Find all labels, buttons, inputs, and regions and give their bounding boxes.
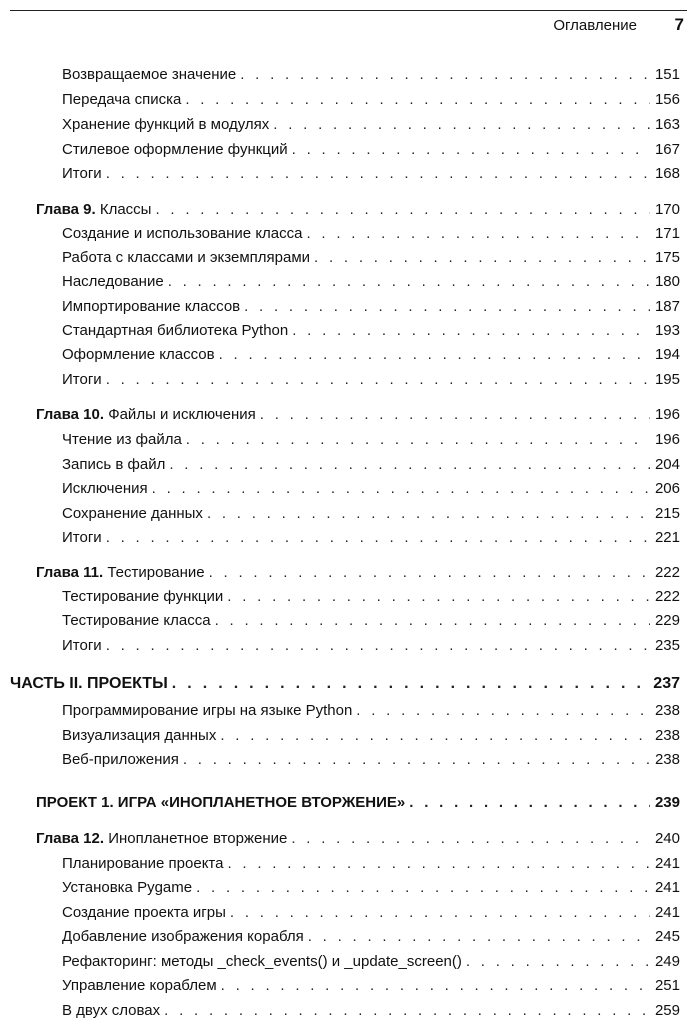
dot-leader <box>207 505 650 522</box>
toc-entry[interactable] <box>62 637 680 659</box>
dot-leader <box>186 431 650 448</box>
toc-entry-title: Тестирование класса <box>62 612 211 629</box>
dot-leader <box>106 371 650 388</box>
toc-entry-page: 206 <box>654 480 680 497</box>
toc-entry[interactable] <box>62 612 680 634</box>
toc-entry[interactable] <box>62 529 680 551</box>
dot-leader <box>306 225 650 242</box>
dot-leader <box>172 675 650 693</box>
dot-leader <box>185 91 650 108</box>
toc-entry-title: Стилевое оформление функций <box>62 141 288 158</box>
toc-entry-page: 194 <box>654 346 680 363</box>
toc-entry-page: 229 <box>654 612 680 629</box>
toc-entry[interactable] <box>62 298 680 320</box>
chapter-label: Глава 11. <box>36 564 104 581</box>
toc-entry-page: 170 <box>654 201 680 218</box>
running-header: Оглавление <box>553 17 637 34</box>
toc-entry[interactable] <box>62 1002 680 1024</box>
toc-entry-title: Стандартная библиотека Python <box>62 322 289 339</box>
toc-entry-title: Чтение из файла <box>62 431 182 448</box>
toc-entry-page: 239 <box>654 794 680 811</box>
toc-entry-page: 237 <box>653 675 680 692</box>
header-rule <box>10 10 687 11</box>
chapter-title: Тестирование <box>107 564 205 581</box>
dot-leader <box>244 298 650 315</box>
dot-leader <box>291 830 650 847</box>
toc-entry[interactable] <box>62 66 680 88</box>
toc-entry-title: Создание и использование класса <box>62 225 303 242</box>
toc-entry-page: 241 <box>654 879 680 896</box>
toc-entry-title: Рефакторинг: методы _check_events() и _update_screen() <box>62 953 462 970</box>
toc-entry-title: Оформление классов <box>62 346 215 363</box>
toc-project-1[interactable] <box>36 794 680 816</box>
dot-leader <box>220 727 650 744</box>
toc-entry-title: Добавление изображения корабля <box>62 928 304 945</box>
toc-entry-page: 221 <box>654 529 680 546</box>
toc-entry[interactable] <box>62 273 680 295</box>
toc-entry-title: Визуализация данных <box>62 727 217 744</box>
toc-entry-page: 195 <box>654 371 680 388</box>
dot-leader <box>308 928 650 945</box>
toc-entry-page: 156 <box>654 91 680 108</box>
toc-chapter-12[interactable] <box>36 830 680 852</box>
dot-leader <box>209 564 650 581</box>
toc-entry-page: 187 <box>654 298 680 315</box>
toc-entry-title: Планирование проекта <box>62 855 224 872</box>
dot-leader <box>196 879 650 896</box>
toc-entry[interactable] <box>62 505 680 527</box>
dot-leader <box>164 1002 650 1019</box>
toc-part-2[interactable] <box>10 675 680 697</box>
toc-entry-page: 238 <box>654 751 680 768</box>
toc-entry[interactable] <box>62 953 680 975</box>
toc-entry-title: Итоги <box>62 371 102 388</box>
toc-entry[interactable] <box>62 977 680 999</box>
dot-leader <box>466 953 650 970</box>
toc-entry[interactable] <box>62 322 680 344</box>
toc-entry[interactable] <box>62 91 680 113</box>
dot-leader <box>106 637 650 654</box>
dot-leader <box>106 165 650 182</box>
toc-entry-title: Запись в файл <box>62 456 166 473</box>
toc-entry-page: 240 <box>654 830 680 847</box>
toc-entry-page: 151 <box>654 66 680 83</box>
toc-entry[interactable] <box>62 751 680 773</box>
toc-entry-page: 196 <box>654 431 680 448</box>
dot-leader <box>155 201 650 218</box>
chapter-label: Глава 10. <box>36 406 105 423</box>
toc-entry-page: 175 <box>654 249 680 266</box>
toc-entry-title: Программирование игры на языке Python <box>62 702 353 719</box>
toc-entry[interactable] <box>62 727 680 749</box>
toc-entry-title: Импортирование классов <box>62 298 241 315</box>
toc-entry-page: 196 <box>654 406 680 423</box>
dot-leader <box>183 751 650 768</box>
dot-leader <box>221 977 650 994</box>
toc-entry[interactable] <box>62 928 680 950</box>
toc-entry[interactable] <box>62 702 680 724</box>
part-title: ЧАСТЬ II. ПРОЕКТЫ <box>10 675 168 692</box>
toc-chapter-9[interactable] <box>36 201 680 223</box>
toc-entry-title: Веб-приложения <box>62 751 179 768</box>
toc-entry[interactable] <box>62 855 680 877</box>
toc-entry-title: Исключения <box>62 480 148 497</box>
toc-entry-title: Создание проекта игры <box>62 904 226 921</box>
toc-entry-page: 215 <box>654 505 680 522</box>
page-number: 7 <box>674 15 684 34</box>
dot-leader <box>219 346 650 363</box>
toc-chapter-10[interactable] <box>36 406 680 428</box>
dot-leader <box>292 322 650 339</box>
toc-entry-title: Управление кораблем <box>62 977 217 994</box>
chapter-title: Классы <box>99 201 152 218</box>
toc-entry-page: 171 <box>654 225 680 242</box>
toc-entry-page: 163 <box>654 116 680 133</box>
chapter-title: Инопланетное вторжение <box>108 830 288 847</box>
toc-entry-page: 235 <box>654 637 680 654</box>
dot-leader <box>215 612 650 629</box>
toc-entry-page: 222 <box>654 588 680 605</box>
toc-entry[interactable] <box>62 116 680 138</box>
toc-entry-page: 222 <box>654 564 680 581</box>
chapter-label: Глава 9. <box>36 201 96 218</box>
toc-entry[interactable] <box>62 431 680 453</box>
toc-entry-title: Тестирование функции <box>62 588 224 605</box>
toc-chapter-11[interactable] <box>36 564 680 586</box>
dot-leader <box>169 456 650 473</box>
dot-leader <box>292 141 650 158</box>
toc-entry-title: Установка Pygame <box>62 879 193 896</box>
toc-entry[interactable] <box>62 141 680 163</box>
toc-entry-page: 259 <box>654 1002 680 1019</box>
dot-leader <box>273 116 650 133</box>
dot-leader <box>168 273 650 290</box>
toc-entry-page: 238 <box>654 702 680 719</box>
toc-entry-page: 168 <box>654 165 680 182</box>
toc-entry[interactable] <box>62 249 680 271</box>
chapter-title: Файлы и исключения <box>108 406 256 423</box>
dot-leader <box>227 588 650 605</box>
toc-entry[interactable] <box>62 225 680 247</box>
dot-leader <box>230 904 650 921</box>
toc-entry-title: Работа с классами и экземплярами <box>62 249 311 266</box>
toc-entry-title: Хранение функций в модулях <box>62 116 270 133</box>
toc-entry-page: 238 <box>654 727 680 744</box>
project-title: ПРОЕКТ 1. ИГРА «ИНОПЛАНЕТНОЕ ВТОРЖЕНИЕ» <box>36 794 406 811</box>
toc-entry-page: 180 <box>654 273 680 290</box>
toc-entry-title: Итоги <box>62 529 102 546</box>
dot-leader <box>106 529 650 546</box>
toc-entry-title: Наследование <box>62 273 164 290</box>
chapter-label: Глава 12. <box>36 830 105 847</box>
toc-entry-page: 251 <box>654 977 680 994</box>
toc-entry-title: Возвращаемое значение <box>62 66 237 83</box>
toc-entry-title: Сохранение данных <box>62 505 203 522</box>
toc-entry[interactable] <box>62 371 680 393</box>
toc-entry[interactable] <box>62 165 680 187</box>
toc-entry-page: 241 <box>654 855 680 872</box>
toc-entry[interactable] <box>62 346 680 368</box>
toc-entry-page: 204 <box>654 456 680 473</box>
toc-entry[interactable] <box>62 480 680 502</box>
toc-entry-title: В двух словах <box>62 1002 161 1019</box>
dot-leader <box>240 66 650 83</box>
toc-entry[interactable] <box>62 456 680 478</box>
toc-entry-title: Передача списка <box>62 91 182 108</box>
toc-entry-page: 167 <box>654 141 680 158</box>
toc-entry[interactable] <box>62 904 680 926</box>
toc-entry[interactable] <box>62 588 680 610</box>
toc-entry[interactable] <box>62 879 680 901</box>
toc-entry-title: Итоги <box>62 637 102 654</box>
dot-leader <box>260 406 650 423</box>
dot-leader <box>314 249 650 266</box>
dot-leader <box>409 794 650 811</box>
toc-entry-page: 193 <box>654 322 680 339</box>
toc-entry-page: 245 <box>654 928 680 945</box>
dot-leader <box>152 480 650 497</box>
dot-leader <box>227 855 650 872</box>
toc-entry-page: 249 <box>654 953 680 970</box>
dot-leader <box>356 702 650 719</box>
toc-entry-title: Итоги <box>62 165 102 182</box>
toc-entry-page: 241 <box>654 904 680 921</box>
